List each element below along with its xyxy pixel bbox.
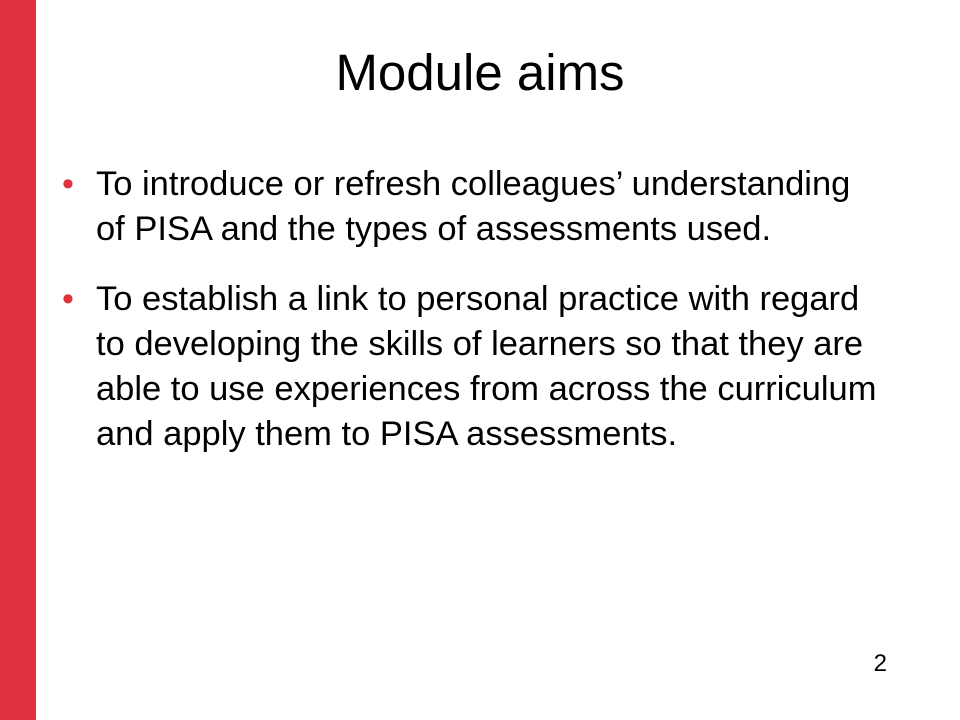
page-number: 2 xyxy=(873,650,887,677)
bullet-item xyxy=(62,277,882,457)
bullet-item xyxy=(62,162,882,252)
bullet-text: To establish a link to personal practice with regard to developing the skills of learners so that they are able to use experiences from across the curriculum and apply them to PISA assessments. xyxy=(96,280,877,453)
bullet-icon: • xyxy=(62,280,74,318)
slide-title: Module aims xyxy=(335,44,625,101)
bullet-list xyxy=(62,162,882,482)
accent-bar xyxy=(0,0,36,720)
bullet-icon: • xyxy=(62,165,74,203)
bullet-text: To introduce or refresh colleagues’ understanding of PISA and the types of assessments used. xyxy=(96,165,851,248)
